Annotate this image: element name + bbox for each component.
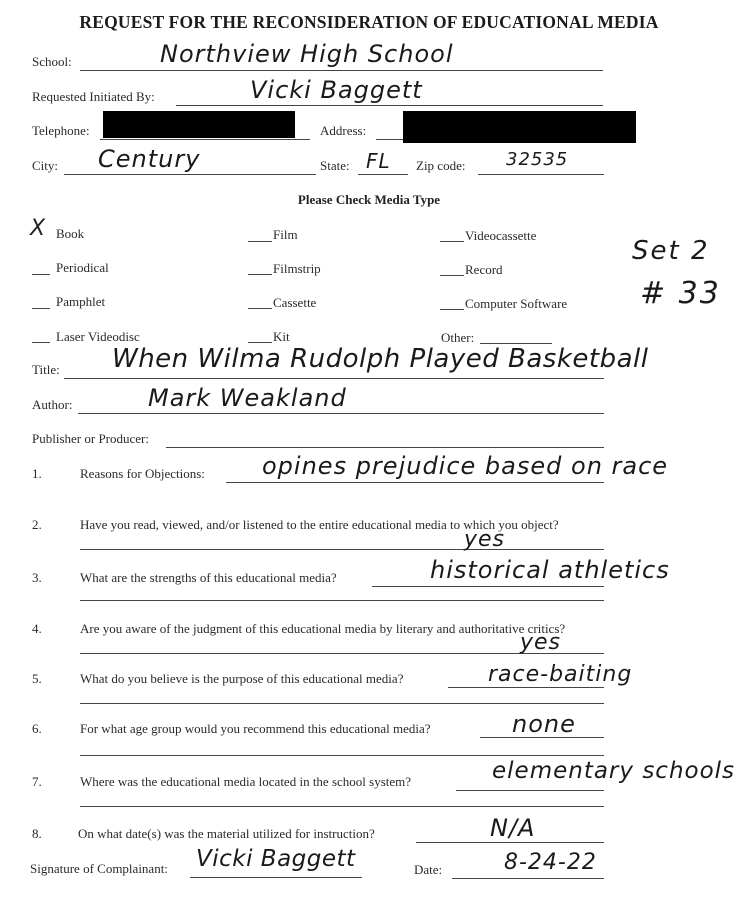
publisher-label: Publisher or Producer: <box>32 431 149 446</box>
q7-answer: elementary schools <box>492 758 736 784</box>
city-line <box>64 174 316 175</box>
school-line <box>80 70 603 71</box>
q6-line-2 <box>80 755 604 756</box>
laser-videodisc-blank <box>32 342 50 343</box>
media-computer-software: Computer Software <box>465 296 568 311</box>
form-title: REQUEST FOR THE RECONSIDERATION OF EDUCATIONAL MEDIA <box>79 12 659 32</box>
date-label: Date: <box>414 862 443 877</box>
q8-text: On what date(s) was the material utilized for instruction? <box>78 826 375 841</box>
address-redaction <box>403 111 636 143</box>
media-film: Film <box>273 227 298 242</box>
q4-answer: yes <box>520 630 562 655</box>
media-book: Book <box>56 226 85 241</box>
state-value: FL <box>366 149 391 173</box>
q7-line <box>456 790 604 791</box>
signature-line <box>190 877 362 878</box>
q5-line-2 <box>80 703 604 704</box>
q1-line <box>226 482 604 483</box>
author-line <box>78 413 604 414</box>
q2-text: Have you read, viewed, and/or listened to the entire educational media to which you object? <box>80 517 559 532</box>
title-line <box>64 378 604 379</box>
pamphlet-blank <box>32 308 50 309</box>
telephone-line <box>100 139 310 140</box>
q8-answer: N/A <box>490 814 536 842</box>
state-line <box>358 174 408 175</box>
q8-number: 8. <box>32 826 42 841</box>
q1-text: Reasons for Objections: <box>80 466 205 481</box>
computer-software-blank <box>440 309 464 310</box>
school-label: School: <box>32 54 72 69</box>
requested-value: Vicki Baggett <box>250 76 423 104</box>
requested-line <box>176 105 603 106</box>
media-record: Record <box>465 262 503 277</box>
date-line <box>452 878 604 879</box>
q2-number: 2. <box>32 517 42 532</box>
q2-line <box>80 549 604 550</box>
q6-text: For what age group would you recommend this educational media? <box>80 721 431 736</box>
media-filmstrip: Filmstrip <box>273 261 321 276</box>
telephone-label: Telephone: <box>32 123 90 138</box>
title-value: When Wilma Rudolph Played Basketball <box>112 344 649 374</box>
q6-answer: none <box>512 710 576 738</box>
school-value: Northview High School <box>160 40 454 68</box>
signature-value: Vicki Baggett <box>196 846 356 872</box>
q2-answer: yes <box>464 527 506 552</box>
media-periodical: Periodical <box>56 260 109 275</box>
record-blank <box>440 275 464 276</box>
q5-line <box>448 687 604 688</box>
q1-number: 1. <box>32 466 42 481</box>
media-laser-videodisc: Laser Videodisc <box>56 329 140 344</box>
zip-line <box>478 174 604 175</box>
q3-answer: historical athletics <box>430 556 670 584</box>
q3-line <box>372 586 604 587</box>
q1-answer: opines prejudice based on race <box>262 452 669 480</box>
date-value: 8-24-22 <box>504 850 597 875</box>
q4-number: 4. <box>32 621 42 636</box>
publisher-line <box>166 447 604 448</box>
media-videocassette: Videocassette <box>465 228 537 243</box>
requested-label: Requested Initiated By: <box>32 89 155 104</box>
kit-blank <box>248 342 272 343</box>
q5-answer: race-baiting <box>488 662 633 687</box>
media-type-heading: Please Check Media Type <box>297 192 441 207</box>
zip-label: Zip code: <box>416 158 466 173</box>
q3-number: 3. <box>32 570 42 585</box>
city-value: Century <box>98 145 201 173</box>
address-label: Address: <box>320 123 367 138</box>
q8-line <box>416 842 604 843</box>
film-blank <box>248 241 272 242</box>
filmstrip-blank <box>248 274 272 275</box>
media-pamphlet: Pamphlet <box>56 294 106 309</box>
book-check-mark: X <box>30 216 46 241</box>
q7-line-2 <box>80 806 604 807</box>
media-other: Other: <box>441 330 475 345</box>
periodical-blank <box>32 274 50 275</box>
q6-number: 6. <box>32 721 42 736</box>
videocassette-blank <box>440 241 464 242</box>
q7-number: 7. <box>32 774 42 789</box>
telephone-redaction <box>103 111 295 138</box>
q4-text: Are you aware of the judgment of this educational media by literary and authoritative critics? <box>80 621 566 636</box>
state-label: State: <box>320 158 350 173</box>
author-value: Mark Weakland <box>148 384 347 412</box>
q7-text: Where was the educational media located in the school system? <box>80 774 412 789</box>
q5-text: What do you believe is the purpose of this educational media? <box>80 671 404 686</box>
author-label: Author: <box>32 397 73 412</box>
city-label: City: <box>32 158 59 173</box>
side-note-number: # 33 <box>640 276 721 311</box>
q3-text: What are the strengths of this educational media? <box>80 570 337 585</box>
q3-line-2 <box>80 600 604 601</box>
signature-label: Signature of Complainant: <box>30 861 168 876</box>
zip-value: 32535 <box>506 149 569 170</box>
q5-number: 5. <box>32 671 42 686</box>
media-cassette: Cassette <box>273 295 317 310</box>
side-note-set: Set 2 <box>632 236 710 266</box>
media-kit: Kit <box>273 329 290 344</box>
cassette-blank <box>248 308 272 309</box>
title-label: Title: <box>32 362 60 377</box>
